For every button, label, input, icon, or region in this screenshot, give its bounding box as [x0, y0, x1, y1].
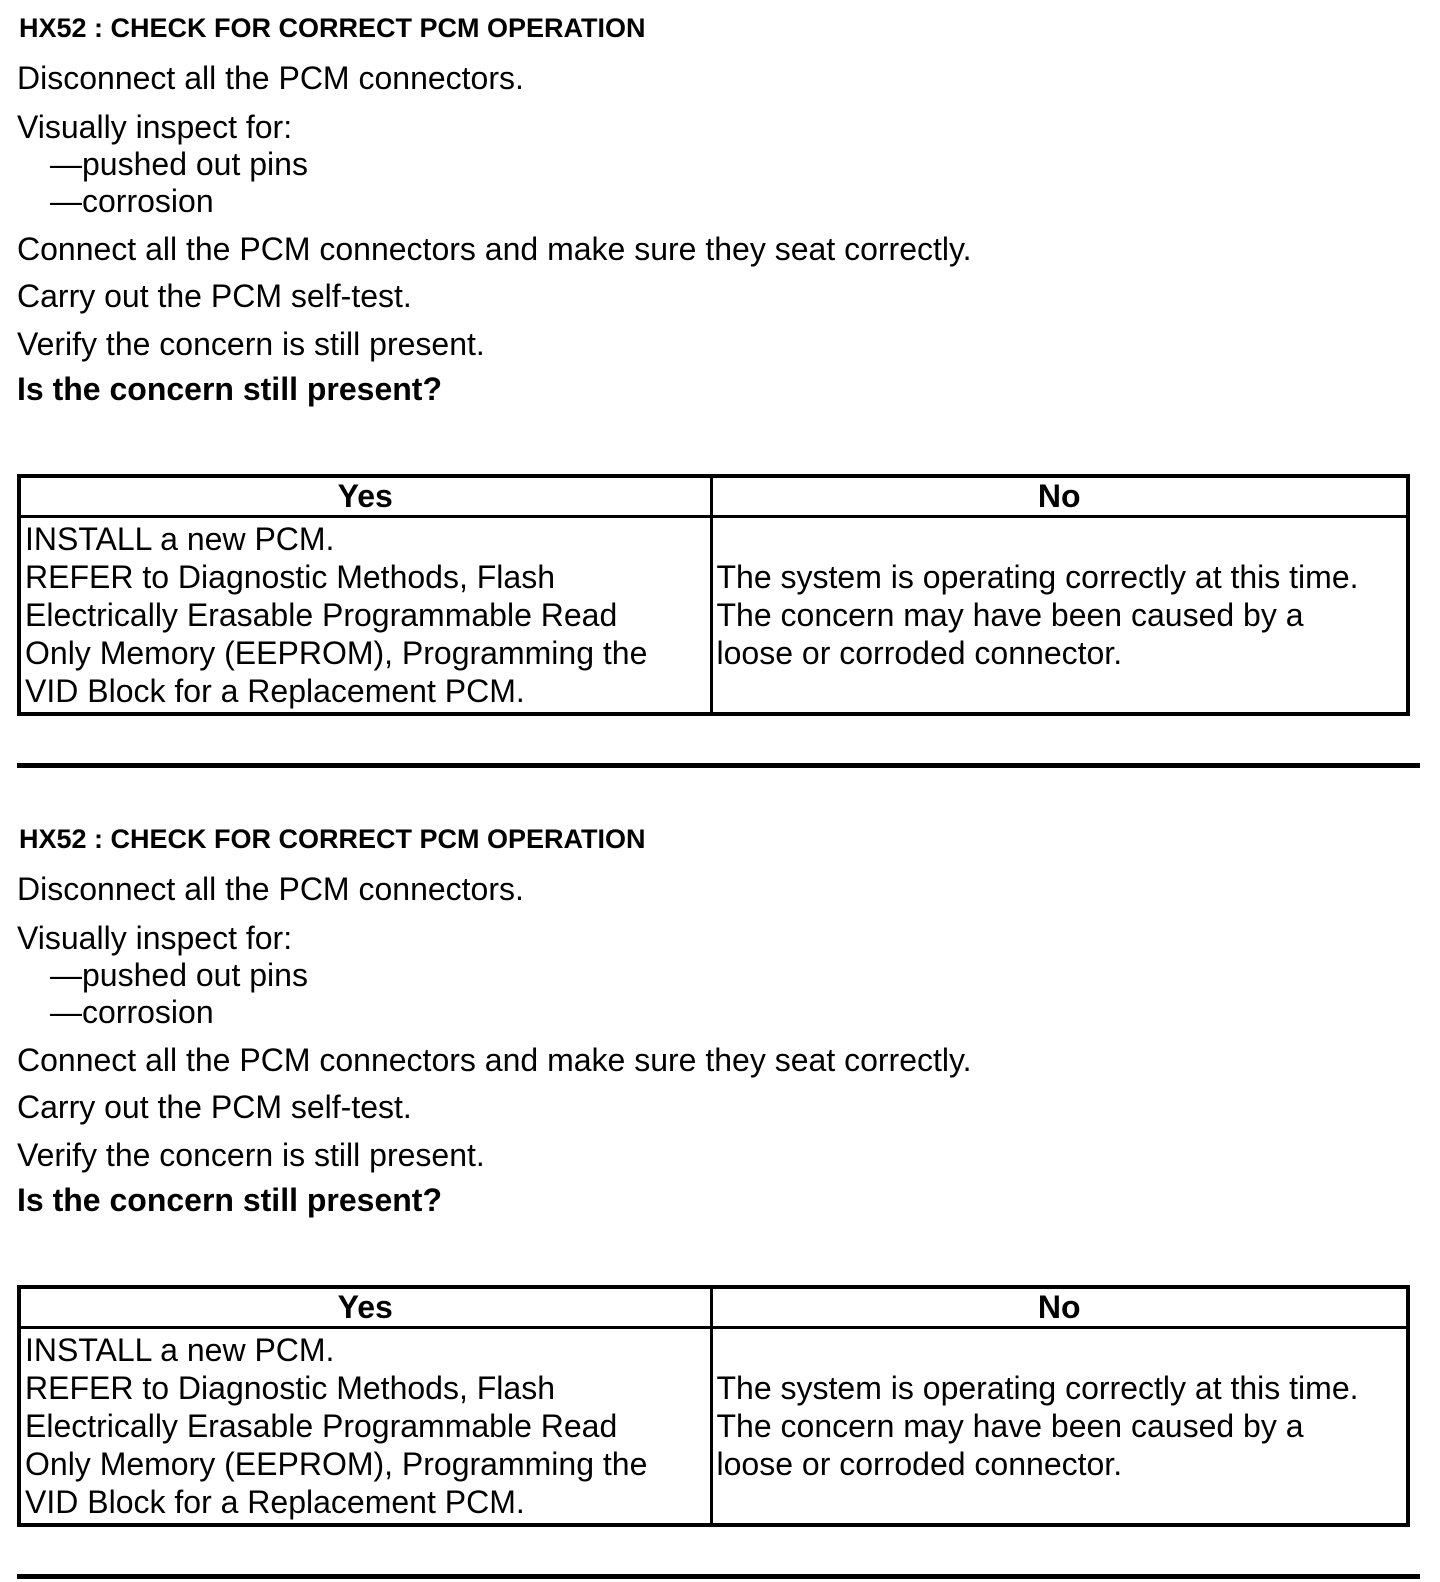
yes-no-table [17, 1285, 1410, 1527]
yes-line: Only Memory (EEPROM), Programming the [25, 1446, 648, 1482]
procedure-heading: HX52 : CHECK FOR CORRECT PCM OPERATION [19, 13, 646, 43]
yes-line: VID Block for a Replacement PCM. [25, 1484, 525, 1520]
yes-line: INSTALL a new PCM. [25, 1332, 335, 1368]
inspect-item: —corrosion [50, 183, 214, 219]
step-verify: Verify the concern is still present. [17, 326, 485, 362]
step-disconnect: Disconnect all the PCM connectors. [17, 60, 524, 96]
step-inspect: Visually inspect for: [17, 109, 293, 145]
inspect-item: —pushed out pins [50, 146, 308, 182]
no-header: No [711, 1287, 1408, 1328]
step-inspect: Visually inspect for: [17, 920, 293, 956]
yes-no-table [17, 474, 1410, 716]
yes-header: Yes [19, 476, 711, 517]
question: Is the concern still present? [17, 1182, 442, 1218]
no-header: No [711, 476, 1408, 517]
step-self-test: Carry out the PCM self-test. [17, 278, 412, 314]
no-line: The system is operating correctly at this time. [716, 1370, 1359, 1406]
yes-line: REFER to Diagnostic Methods, Flash [25, 1370, 555, 1406]
no-line: The concern may have been caused by a [716, 597, 1304, 633]
no-cell [711, 517, 1408, 715]
yes-header: Yes [19, 1287, 711, 1328]
procedure-heading: HX52 : CHECK FOR CORRECT PCM OPERATION [19, 824, 646, 854]
yes-line: INSTALL a new PCM. [25, 521, 335, 557]
no-line: The system is operating correctly at this time. [716, 559, 1359, 595]
inspect-item: —pushed out pins [50, 957, 308, 993]
yes-cell [19, 1328, 711, 1526]
question: Is the concern still present? [17, 371, 442, 407]
no-cell [711, 1328, 1408, 1526]
yes-line: Electrically Erasable Programmable Read [25, 597, 618, 633]
no-line: The concern may have been caused by a [716, 1408, 1304, 1444]
step-connect: Connect all the PCM connectors and make sure they seat correctly. [17, 231, 972, 267]
step-disconnect: Disconnect all the PCM connectors. [17, 871, 524, 907]
yes-line: Electrically Erasable Programmable Read [25, 1408, 618, 1444]
yes-line: REFER to Diagnostic Methods, Flash [25, 559, 555, 595]
step-self-test: Carry out the PCM self-test. [17, 1089, 412, 1125]
yes-cell [19, 517, 711, 715]
yes-line: Only Memory (EEPROM), Programming the [25, 635, 648, 671]
section-divider [17, 763, 1420, 768]
inspect-item: —corrosion [50, 994, 214, 1030]
step-verify: Verify the concern is still present. [17, 1137, 485, 1173]
step-connect: Connect all the PCM connectors and make sure they seat correctly. [17, 1042, 972, 1078]
yes-line: VID Block for a Replacement PCM. [25, 673, 525, 709]
section-divider [17, 1574, 1420, 1579]
no-line: loose or corroded connector. [716, 635, 1123, 671]
no-line: loose or corroded connector. [716, 1446, 1123, 1482]
